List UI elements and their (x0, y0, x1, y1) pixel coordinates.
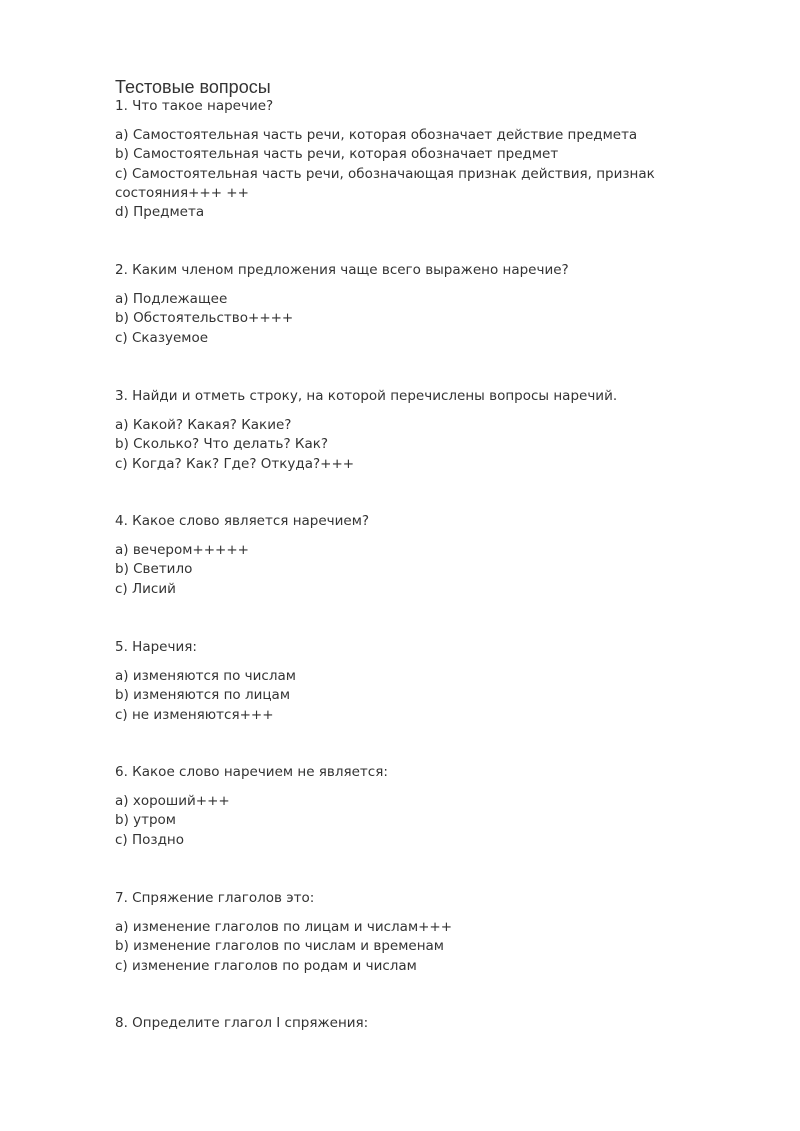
question-1 (115, 97, 755, 222)
answer-list (115, 667, 755, 725)
answer-option-b: b) Светило (115, 561, 193, 578)
answer-option-b: b) изменяются по лицам (115, 687, 291, 704)
answer-list (115, 541, 755, 599)
question-7 (115, 889, 755, 976)
answer-option-a: a) хороший+++ (115, 793, 230, 809)
answer-option-c: c) не изменяются+++ (115, 706, 274, 723)
answer-option-a: a) Самостоятельная часть речи, которая обозначает действие предмета (115, 127, 638, 143)
answer-option-d: d) Предмета (115, 204, 205, 221)
question-text: 7. Спряжение глаголов это: (115, 890, 315, 906)
answer-list (115, 290, 755, 348)
document-title: Тестовые вопросы (115, 77, 271, 97)
answer-option-a: a) изменяются по числам (115, 668, 296, 684)
answer-option-b: b) изменение глаголов по числам и временам (115, 938, 444, 955)
answer-list (115, 918, 755, 976)
answer-list (115, 416, 755, 474)
answer-option-c: c) Лисий (115, 580, 176, 597)
question-text: 6. Какое слово наречием не является: (115, 764, 388, 780)
question-text: 5. Наречия: (115, 639, 197, 655)
question-4 (115, 512, 755, 599)
answer-option-a: a) Подлежащее (115, 291, 228, 307)
question-text: 8. Определите глагол I спряжения: (115, 1015, 369, 1031)
answer-option-c: c) Когда? Как? Где? Откуда?+++ (115, 455, 355, 472)
question-text: 1. Что такое наречие? (115, 98, 274, 114)
answer-option-c: c) Самостоятельная часть речи, обозначающая признак действия, признак состояния+++ ++ (115, 165, 655, 201)
question-text: 3. Найди и отметь строку, на которой перечислены вопросы наречий. (115, 388, 618, 404)
answer-option-b: b) Самостоятельная часть речи, которая обозначает предмет (115, 146, 559, 163)
question-8 (115, 1014, 755, 1043)
answer-option-c: c) изменение глаголов по родам и числам (115, 957, 417, 974)
question-text: 2. Каким членом предложения чаще всего выражено наречие? (115, 262, 569, 278)
answer-option-b: b) утром (115, 812, 176, 829)
question-5 (115, 638, 755, 725)
answer-option-a: a) Какой? Какая? Какие? (115, 417, 292, 433)
answer-option-b: b) Сколько? Что делать? Как? (115, 436, 329, 453)
answer-option-a: a) вечером+++++ (115, 542, 249, 558)
question-text: 4. Какое слово является наречием? (115, 513, 370, 529)
answer-list (115, 792, 755, 850)
question-6 (115, 763, 755, 850)
question-3 (115, 387, 755, 474)
answer-option-a: a) изменение глаголов по лицам и числам+++ (115, 919, 453, 935)
answer-option-b: b) Обстоятельство++++ (115, 310, 294, 327)
question-2 (115, 261, 755, 348)
answer-option-c: c) Поздно (115, 831, 184, 848)
answer-option-c: c) Сказуемое (115, 329, 209, 346)
answer-list (115, 126, 755, 222)
